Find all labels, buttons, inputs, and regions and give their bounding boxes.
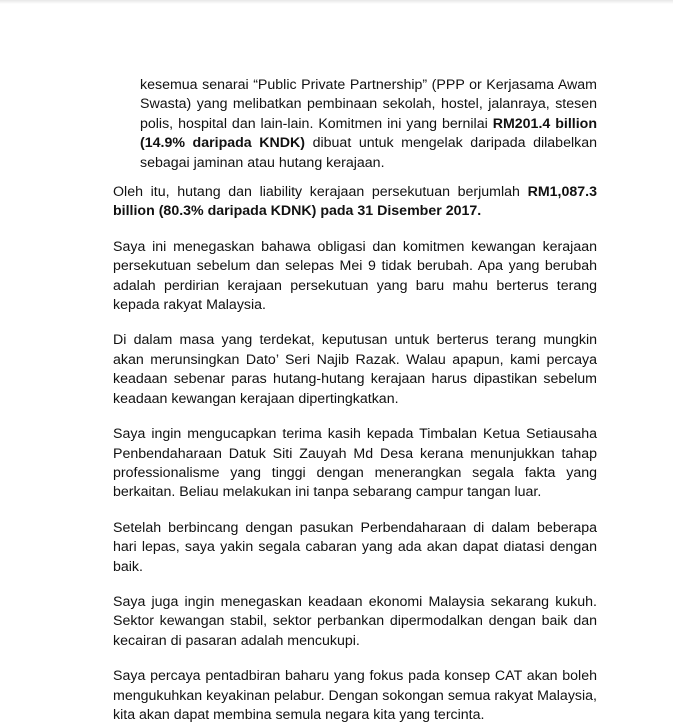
ppp-amount-bold: RM201.4 billion (14.9% daripada KNDK) (140, 115, 597, 152)
cat-concept-text: Saya percaya pentadbiran baharu yang fokus pada konsep CAT akan boleh mengukuhkan keyakinan pelabur. Dengan sokongan semua rakyat Malaysia, kita akan dapat membina semula negara kita yang tercinta. (113, 668, 597, 723)
economy-strong-text: Saya juga ingin menegaskan keadaan ekonomi Malaysia sekarang kukuh. Sektor kewangan stabil, sektor perbankan dipermodalkan dengan baik dan kecairan di pasaran adalah mencukupi. (113, 593, 597, 649)
paragraph-thanks-treasury (113, 425, 597, 503)
total-debt-amount-bold: RM1,087.3 billion (80.3% daripada KDNK) pada 31 Disember 2017. (113, 184, 597, 220)
thanks-treasury-text: Saya ingin mengucapkan terima kasih kepada Timbalan Ketua Setiausaha Penbendaharaan Datuk Siti Zauyah Md Desa kerana menunjukkan tahap professionalisme yang tinggi dengan menerangkan segala fakta yang berkaitan. Beliau melakukan ini tanpa sebarang campur tangan luar. (113, 426, 597, 501)
paragraph-cat-concept (113, 667, 597, 725)
page-top-edge (0, 0, 673, 4)
unchanged-obligations-text: Saya ini menegaskan bahawa obligasi dan komitmen kewangan kerajaan persekutuan sebelum dan selepas Mei 9 tidak berubah. Apa yang berubah adalah perdirian kerajaan persekutuan yang baru mahu berterus terang kepada rakyat Malaysia. (113, 238, 597, 314)
paragraph-after-discussion (113, 519, 597, 577)
paragraph-economy-strong (113, 593, 597, 651)
paragraph-ppp-commitments (140, 76, 597, 173)
total-debt-text: Oleh itu, hutang dan liability kerajaan persekutuan berjumlah (113, 184, 528, 201)
paragraph-total-debt (113, 183, 597, 222)
after-discussion-text: Setelah berbincang dengan pasukan Perbendaharaan di dalam beberapa hari lepas, saya yakin segala cabaran yang ada akan dapat diatasi dengan baik. (113, 519, 597, 575)
ppp-text-2: dibuat untuk mengelak daripada dilabelkan sebagai jaminan atau hutang kerajaan. (140, 135, 597, 171)
transparency-decision-text: Di dalam masa yang terdekat, keputusan untuk berterus terang mungkin akan merunsingkan Dato’ Seri Najib Razak. Walau apapun, kami percaya keadaan sebenar paras hutang-hutang kerajaan harus dipastikan sebelum keadaan kewangan kerajaan dipertingkatkan. (113, 332, 597, 407)
ppp-text-1: kesemua senarai “Public Private Partnership” (PPP or Kerjasama Awam Swasta) yang melibatkan pembinaan sekolah, hostel, jalanraya, stesen polis, hospital dan lain-lain. Komitmen ini yang bernilai (140, 77, 597, 132)
paragraph-transparency-decision (113, 331, 597, 409)
paragraph-unchanged-obligations (113, 238, 597, 316)
document-body (113, 76, 597, 725)
